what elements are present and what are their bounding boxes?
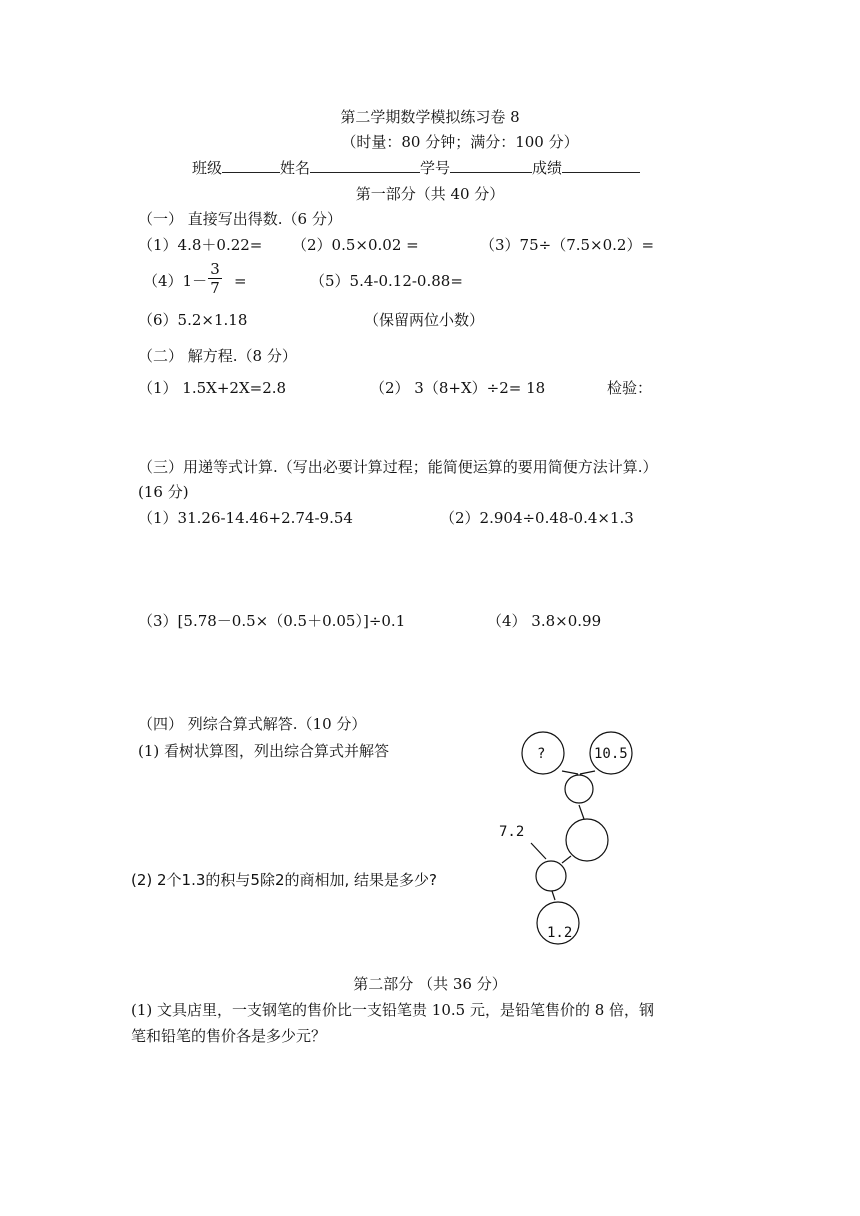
- part2-heading: 第二部分 （共 36 分）: [353, 975, 507, 993]
- s1-question-6-note: （保留两位小数）: [364, 311, 485, 329]
- info-row: [192, 158, 640, 177]
- s2-question-2: （2） 3（8+X）÷2= 18: [370, 379, 546, 397]
- tree-label-top-left: ?: [537, 746, 546, 762]
- student-no-label: 学号: [420, 159, 451, 177]
- s3-question-1: （1）31.26-14.46+2.74-9.54: [138, 509, 353, 527]
- tree-label-mid-left: 7.2: [499, 824, 525, 840]
- tree-diagram: [480, 722, 640, 962]
- tree-edge-mid: [579, 805, 584, 819]
- section2-heading: （二） 解方程.（8 分）: [138, 347, 297, 365]
- section4-heading: （四） 列综合算式解答.（10 分）: [138, 715, 367, 733]
- page-title: 第二学期数学模拟练习卷 8: [340, 108, 520, 126]
- part2-question-1-line2: 笔和铅笔的售价各是多少元？: [131, 1027, 327, 1045]
- s1-question-5: （5）5.4-0.12-0.88=: [310, 272, 463, 290]
- section3-heading: （三）用递等式计算.（写出必要计算过程；能简便运算的要用简便方法计算.）: [138, 458, 658, 476]
- s4-question-1: (1) 看树状算图，列出综合算式并解答: [138, 742, 390, 760]
- class-label: 班级: [192, 159, 223, 177]
- s1-question-1: （1）4.8＋0.22=: [138, 236, 263, 254]
- s1-question-2: （2）0.5×0.02 =: [292, 236, 419, 254]
- score-blank[interactable]: [562, 158, 640, 173]
- tree-edge-left: [531, 843, 546, 859]
- s2-question-1: （1） 1.5X+2X=2.8: [138, 379, 287, 397]
- tree-node-mid-right: [566, 819, 608, 861]
- part2-question-1-line1: (1) 文具店里，一支钢笔的售价比一支铅笔贵 10.5 元，是铅笔售价的 8 倍，钢: [131, 1001, 655, 1019]
- s1-question-6: （6）5.2×1.18: [138, 311, 248, 329]
- s1-question-3: （3）75÷（7.5×0.2）=: [480, 236, 655, 254]
- s4-question-2: (2) 2个1.3的积与5除2的商相加, 结果是多少?: [131, 871, 438, 889]
- part1-heading: 第一部分（共 40 分）: [355, 185, 505, 203]
- tree-edge-top-left: [562, 771, 578, 774]
- tree-edge-right: [562, 856, 571, 863]
- section1-heading: （一） 直接写出得数.（6 分）: [138, 210, 342, 228]
- page-subtitle: （时量：80 分钟；满分：100 分）: [341, 133, 579, 151]
- s2-check-label: 检验：: [607, 379, 653, 397]
- tree-node-join: [536, 861, 566, 891]
- s3-question-3: （3）[5.78－0.5×（0.5＋0.05）]÷0.1: [138, 612, 406, 630]
- name-blank[interactable]: [310, 158, 420, 173]
- student-no-blank[interactable]: [450, 158, 532, 173]
- s1-question-4-suffix: =: [234, 272, 247, 290]
- s3-question-4: （4） 3.8×0.99: [487, 612, 602, 630]
- fraction-numerator: 3: [210, 260, 220, 278]
- s1-question-4-prefix: （4）1－: [143, 272, 208, 290]
- tree-label-top-right: 10.5: [594, 746, 628, 762]
- class-blank[interactable]: [222, 158, 280, 173]
- s1-question-4-fraction: [208, 261, 222, 296]
- fraction-denominator: 7: [210, 279, 220, 297]
- tree-node-mid-small: [565, 775, 593, 803]
- tree-edge-top-right: [580, 771, 595, 774]
- s3-question-2: （2）2.904÷0.48-0.4×1.3: [440, 509, 634, 527]
- tree-label-bottom: 1.2: [547, 925, 573, 941]
- score-label: 成绩: [532, 159, 563, 177]
- section3-heading-points: (16 分): [138, 483, 189, 501]
- tree-edge-bottom: [552, 891, 555, 900]
- name-label: 姓名: [280, 159, 311, 177]
